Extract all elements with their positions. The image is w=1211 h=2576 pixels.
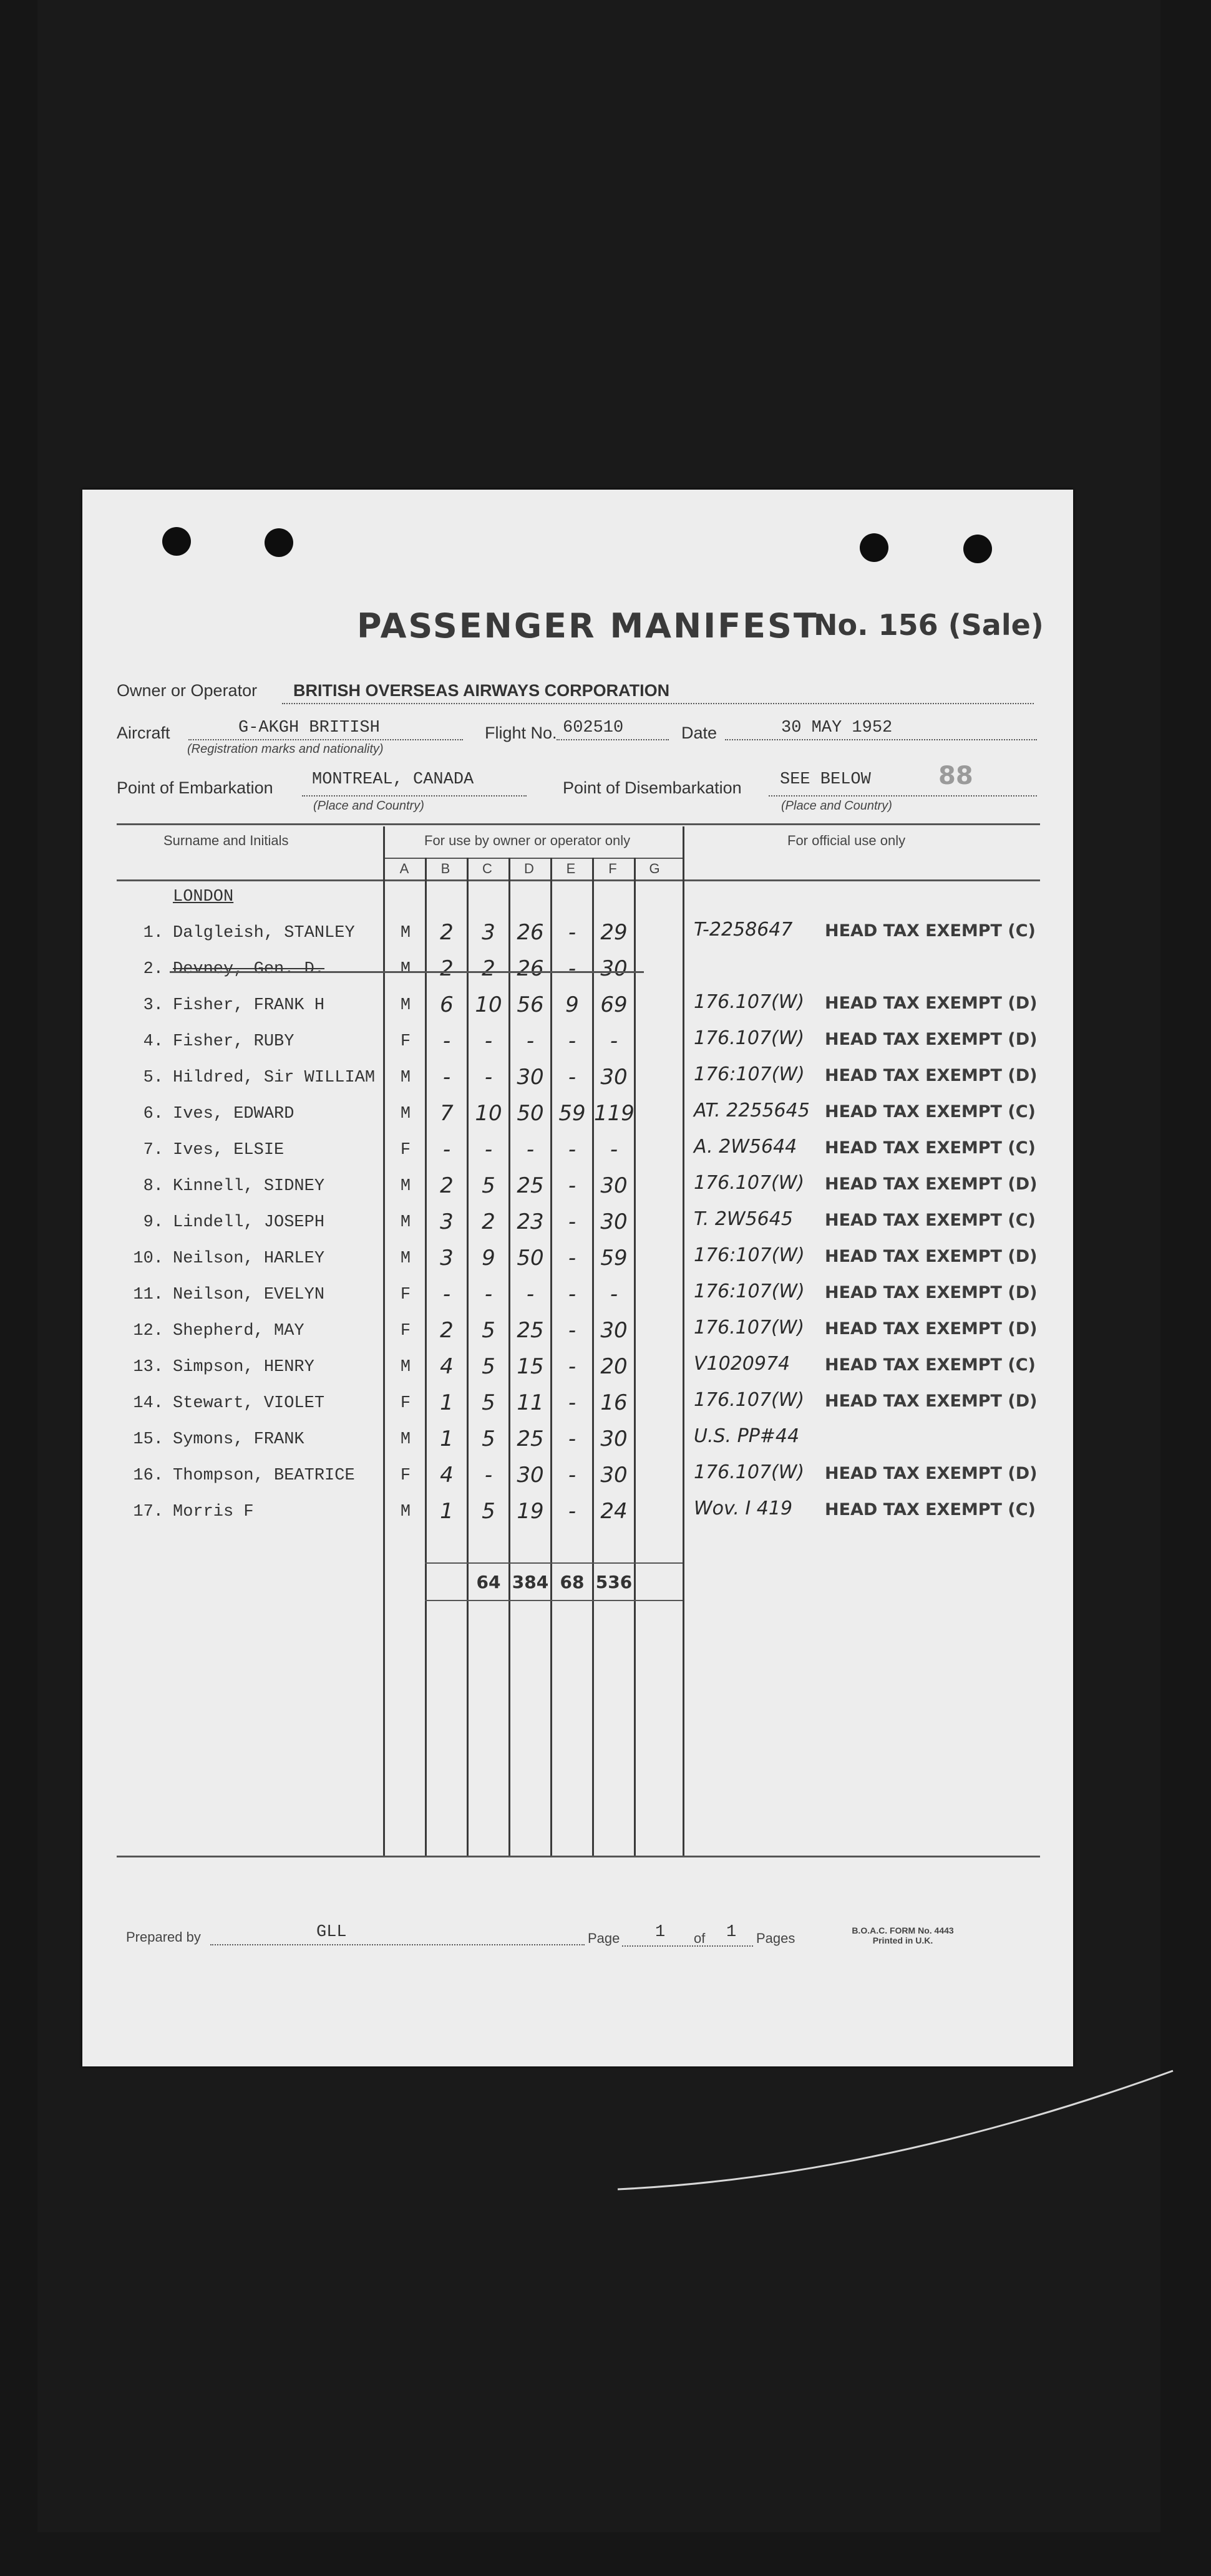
table-header-rule [117,879,1040,881]
cell-d: 26 [517,920,544,945]
head-tax-stamp: HEAD TAX EXEMPT (D) [825,1319,1038,1339]
cell-c: 5 [482,1354,495,1379]
cell-d: 25 [517,1318,544,1343]
col-divider [683,826,684,1856]
cell-c: 5 [482,1499,495,1524]
col-surname-header: Surname and Initials [163,833,289,848]
form-id-line-2: Printed in U.K. [872,1935,933,1945]
cell-e: 59 [558,1101,586,1126]
cell-a: M [400,1177,411,1196]
cell-f: 24 [600,1499,628,1524]
embark-rule [302,795,527,797]
total-d: 384 [512,1572,549,1592]
cell-f: 30 [600,1426,628,1451]
punch-hole [162,527,191,556]
official-note: V1020974 [694,1353,790,1375]
row-number: 13. [133,1358,163,1377]
cell-b: 6 [440,992,454,1017]
cell-b: 4 [440,1354,454,1379]
cell-b: - [442,1065,451,1090]
cell-c: 10 [475,1101,502,1126]
row-number: 4. [143,1032,163,1051]
cell-b: 2 [440,1318,454,1343]
cell-c: - [484,1282,493,1307]
row-number: 14. [133,1394,163,1413]
col-letter-a: A [399,861,409,876]
cell-c: 5 [482,1173,495,1198]
head-tax-stamp: HEAD TAX EXEMPT (C) [825,1211,1036,1230]
head-tax-stamp: HEAD TAX EXEMPT (C) [825,1355,1036,1375]
cell-c: - [484,1029,493,1053]
form-id-line-1: B.O.A.C. FORM No. 4443 [852,1925,954,1935]
passenger-name: Simpson, HENRY [173,1358,314,1377]
cell-d: 11 [517,1390,544,1415]
cell-f: 30 [600,956,628,981]
cell-c: - [484,1065,493,1090]
cell-e: - [568,1282,576,1307]
passenger-name: Ives, EDWARD [173,1105,294,1123]
cell-e: - [568,1209,576,1234]
official-note: 176:107(W) [694,1244,805,1266]
cell-c: 5 [482,1426,495,1451]
row-number: 9. [143,1213,163,1232]
embark-value: MONTREAL, CANADA [312,770,474,789]
manifest-sheet [82,490,1073,2066]
row-number: 11. [133,1286,163,1304]
aircraft-value: G-AKGH BRITISH [238,719,380,737]
cell-f: 30 [600,1173,628,1198]
head-tax-stamp: HEAD TAX EXEMPT (C) [825,1500,1036,1519]
cell-b: 3 [440,1209,454,1234]
punch-hole [860,533,888,562]
aircraft-note: (Registration marks and nationality) [187,742,384,756]
cell-a: M [400,996,411,1015]
cell-a: M [400,1213,411,1232]
cell-a: M [400,1249,411,1268]
cell-d: 23 [517,1209,544,1234]
official-note: 176:107(W) [694,1063,805,1085]
cell-f: - [610,1029,618,1053]
head-tax-stamp: HEAD TAX EXEMPT (D) [825,1066,1038,1085]
passenger-name: Hildred, Sir WILLIAM [173,1068,376,1087]
cell-c: 5 [482,1318,495,1343]
cell-e: - [568,956,576,981]
official-note: T. 2W5645 [694,1208,793,1230]
cell-b: 2 [440,956,454,981]
cell-e: - [568,1137,576,1162]
official-note: 176.107(W) [694,991,805,1013]
date-label: Date [681,724,717,742]
cell-d: 15 [517,1354,544,1379]
col-letter-f: F [608,861,617,876]
cell-f: 59 [600,1246,628,1271]
cell-d: 56 [517,992,544,1017]
cell-b: 2 [440,920,454,945]
cell-e: 9 [565,992,579,1017]
cell-d: 25 [517,1426,544,1451]
passenger-name: Devney, Gen. D. [173,960,325,979]
total-c: 64 [476,1572,501,1592]
cell-e: - [568,1065,576,1090]
official-note: Wov. I 419 [694,1498,793,1519]
cell-b: 1 [440,1426,454,1451]
passenger-name: Dalgleish, STANLEY [173,924,355,942]
cell-f: 119 [594,1101,635,1126]
col-letter-b: B [440,861,450,876]
cell-d: 50 [517,1101,544,1126]
passenger-name: Morris F [173,1503,254,1521]
cell-d: 26 [517,956,544,981]
cell-a: M [400,1503,411,1521]
passenger-name: Shepherd, MAY [173,1322,304,1340]
pages-label: Pages [756,1930,795,1946]
passenger-name: Kinnell, SIDNEY [173,1177,325,1196]
cell-a: F [400,1322,411,1340]
row-number: 16. [133,1466,163,1485]
page-value: 1 [655,1923,666,1942]
cell-a: F [400,1286,411,1304]
cell-e: - [568,1354,576,1379]
table-bottom-rule [117,1856,1040,1857]
head-tax-stamp: HEAD TAX EXEMPT (D) [825,1030,1038,1049]
flight-rule [557,739,669,740]
official-note: 176.107(W) [694,1172,805,1194]
letters-top-rule [383,858,683,859]
row-number: 7. [143,1141,163,1160]
head-tax-stamp: HEAD TAX EXEMPT (C) [825,1102,1036,1121]
cell-a: F [400,1466,411,1485]
official-note: 176.107(W) [694,1461,805,1483]
cell-d: 50 [517,1246,544,1271]
totals-bottom-rule [425,1600,683,1601]
official-note: T-2258647 [694,919,793,941]
cell-f: 30 [600,1065,628,1090]
page-label: Page [588,1930,620,1946]
row-number: 10. [133,1249,163,1268]
cell-c: - [484,1463,493,1488]
table-top-rule [117,823,1040,825]
cell-d: - [526,1137,535,1162]
official-note: 176.107(W) [694,1027,805,1049]
col-owner-use-header: For use by owner or operator only [424,833,631,848]
passenger-name: Fisher, RUBY [173,1032,294,1051]
col-divider [634,858,636,1856]
cell-b: - [442,1137,451,1162]
strike-through-line [170,971,644,973]
col-letter-d: D [524,861,534,876]
disembark-stamp: 88 [938,762,973,790]
cell-c: 10 [475,992,502,1017]
cell-a: F [400,1141,411,1160]
cell-e: - [568,1173,576,1198]
pages-value: 1 [726,1923,737,1942]
official-note: 176.107(W) [694,1317,805,1339]
row-number: 8. [143,1177,163,1196]
cell-f: 30 [600,1318,628,1343]
cell-d: 30 [517,1463,544,1488]
official-note: AT. 2255645 [694,1100,810,1121]
embark-label: Point of Embarkation [117,778,273,797]
cell-e: - [568,920,576,945]
cell-d: - [526,1029,535,1053]
date-rule [725,739,1037,740]
film-scratch [618,2058,1179,2214]
flight-value: 602510 [563,719,624,737]
passenger-name: Neilson, HARLEY [173,1249,325,1268]
total-f: 536 [595,1572,633,1592]
head-tax-stamp: HEAD TAX EXEMPT (D) [825,1464,1038,1483]
official-note: 176:107(W) [694,1281,805,1302]
cell-b: 3 [440,1246,454,1271]
cell-d: 30 [517,1065,544,1090]
punch-hole [963,535,992,563]
cell-a: M [400,1105,411,1123]
disembark-label: Point of Disembarkation [563,778,742,797]
cell-d: - [526,1282,535,1307]
head-tax-stamp: HEAD TAX EXEMPT (D) [825,1283,1038,1302]
row-number: 12. [133,1322,163,1340]
col-letter-c: C [482,861,492,876]
head-tax-stamp: HEAD TAX EXEMPT (D) [825,994,1038,1013]
section-heading: LONDON [173,888,234,906]
cell-b: 4 [440,1463,454,1488]
passenger-name: Ives, ELSIE [173,1141,285,1160]
cell-a: M [400,1068,411,1087]
head-tax-stamp: HEAD TAX EXEMPT (D) [825,1392,1038,1411]
form-number: No. 156 (Sale) [814,608,1044,642]
head-tax-stamp: HEAD TAX EXEMPT (C) [825,1138,1036,1158]
cell-c: 2 [482,1209,495,1234]
form-title: PASSENGER MANIFEST [357,606,819,646]
cell-f: 16 [600,1390,628,1415]
cell-b: 1 [440,1390,454,1415]
cell-c: - [484,1137,493,1162]
totals-top-rule [425,1562,683,1564]
cell-c: 3 [482,920,495,945]
cell-c: 9 [482,1246,495,1271]
row-number: 1. [143,924,163,942]
cell-f: 29 [600,920,628,945]
owner-value: BRITISH OVERSEAS AIRWAYS CORPORATION [293,681,670,700]
of-label: of [694,1930,706,1946]
cell-b: - [442,1282,451,1307]
row-number: 2. [143,960,163,979]
passenger-name: Fisher, FRANK H [173,996,325,1015]
col-divider [383,826,385,1856]
cell-a: M [400,960,411,979]
cell-b: 7 [440,1101,454,1126]
row-number: 6. [143,1105,163,1123]
cell-f: - [610,1137,618,1162]
passenger-name: Neilson, EVELYN [173,1286,325,1304]
cell-f: 20 [600,1354,628,1379]
col-letter-e: E [566,861,576,876]
date-value: 30 MAY 1952 [781,719,893,737]
cell-a: M [400,1430,411,1449]
disembark-note: (Place and Country) [781,799,892,813]
aircraft-rule [188,739,463,740]
row-number: 17. [133,1503,163,1521]
cell-b: 1 [440,1499,454,1524]
total-e: 68 [560,1572,585,1592]
head-tax-stamp: HEAD TAX EXEMPT (C) [825,921,1036,941]
row-number: 3. [143,996,163,1015]
owner-label: Owner or Operator [117,681,258,700]
owner-rule [282,703,1034,704]
head-tax-stamp: HEAD TAX EXEMPT (D) [825,1247,1038,1266]
prepared-rule [210,1944,585,1945]
cell-a: F [400,1394,411,1413]
cell-b: 2 [440,1173,454,1198]
head-tax-stamp: HEAD TAX EXEMPT (D) [825,1174,1038,1194]
passenger-name: Thompson, BEATRICE [173,1466,355,1485]
cell-f: 30 [600,1463,628,1488]
col-official-header: For official use only [787,833,906,848]
cell-f: 69 [600,992,628,1017]
cell-f: 30 [600,1209,628,1234]
cell-e: - [568,1463,576,1488]
row-number: 15. [133,1430,163,1449]
form-id [840,1925,965,1945]
cell-e: - [568,1390,576,1415]
prepared-value: GLL [316,1923,347,1942]
disembark-rule [769,795,1037,797]
cell-b: - [442,1029,451,1053]
col-letter-g: G [649,861,660,876]
official-note: 176.107(W) [694,1389,805,1411]
cell-c: 5 [482,1390,495,1415]
passenger-name: Symons, FRANK [173,1430,304,1449]
cell-e: - [568,1318,576,1343]
flight-label: Flight No. [485,724,557,742]
punch-hole [265,528,293,557]
cell-c: 2 [482,956,495,981]
page-rule [622,1945,753,1947]
cell-e: - [568,1246,576,1271]
cell-f: - [610,1282,618,1307]
cell-a: M [400,924,411,942]
passenger-name: Stewart, VIOLET [173,1394,325,1413]
passenger-name: Lindell, JOSEPH [173,1213,325,1232]
cell-e: - [568,1029,576,1053]
aircraft-label: Aircraft [117,724,170,742]
cell-a: M [400,1358,411,1377]
prepared-label: Prepared by [126,1929,201,1945]
official-note: U.S. PP#44 [694,1425,800,1447]
disembark-value: SEE BELOW [780,770,871,789]
cell-d: 25 [517,1173,544,1198]
cell-d: 19 [517,1499,544,1524]
embark-note: (Place and Country) [313,799,424,813]
row-number: 5. [143,1068,163,1087]
cell-e: - [568,1499,576,1524]
cell-e: - [568,1426,576,1451]
official-note: A. 2W5644 [694,1136,797,1158]
cell-a: F [400,1032,411,1051]
